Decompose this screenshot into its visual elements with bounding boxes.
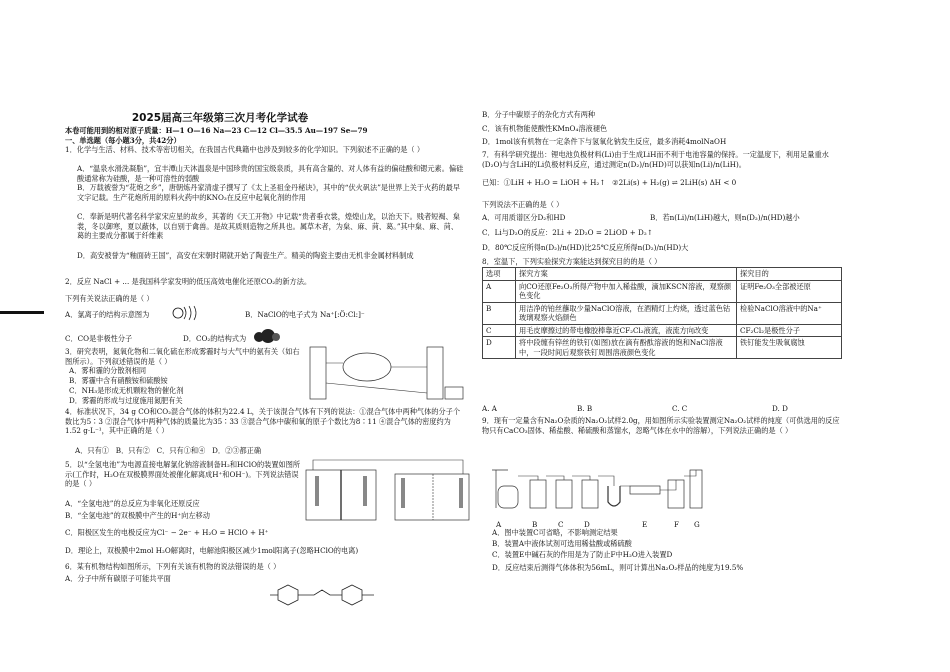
table-header: 探究方案 — [516, 268, 737, 281]
q8-option-b: B. B — [577, 404, 593, 413]
q2-option-a: A．氯离子的结构示意图为 — [65, 310, 150, 319]
table-row — [483, 324, 842, 337]
question-3: 3．研究表明，氮氧化物和二氧化硫在形成雾霾时与大气中的氨有关（如右图所示）。下列叙述错误的是（ ） — [65, 347, 300, 366]
table-cell: 证明Fe₂O₃全部被还原 — [737, 280, 842, 302]
table-cell: 向CO还原Fe₂O₃所得产物中加入稀盐酸，滴加KSCN溶液，观察颜色变化 — [516, 280, 737, 302]
q8-option-a: A. A — [482, 404, 497, 413]
question-8: 8．室温下，下列实验探究方案能达到探究目的的是（ ） — [482, 257, 662, 266]
q7-option-a: A．可用质谱区分D₂和HD — [482, 213, 566, 222]
q9-fig-label-c: C — [558, 520, 564, 529]
question-7: 7．有科学研究提出：锂电池负极材料(Li)由于生成LiH而不利于电池容量的保持。一定温度下，利用足量重水(D₂O)与含LiH的Li负极材料反应，通过测定n(D₂)/n(HD)可以获知n(Li)/n(LiH)。 — [482, 150, 829, 169]
q5-option-d: D．理论上，双极膜中2mol H₂O解离时，电解池阳极区减少1mol阳离子(忽略HClO的电离) — [65, 546, 359, 555]
q9-apparatus-diagram — [490, 456, 710, 518]
hydrogen-battery-electrolysis-diagram — [303, 456, 473, 528]
q3-option-d: D．雾霾的形成与过度施用氮肥有关 — [69, 396, 183, 405]
question-9: 9．现有一定量含有Na₂O杂质的Na₂O₂试样2.0g，用如图所示实验装置测定Na₂O₂试样的纯度（可供选用的反应物只有CaCO₃固体、稀盐酸、稀硫酸和蒸馏水，忽略气体在水中的溶解），下列说法正确的是（ ） — [482, 416, 840, 435]
q9-option-a: A．图中装置C可省略，不影响测定结果 — [492, 528, 618, 537]
q8-table — [482, 267, 842, 359]
q5-option-b: B．“全氢电池”的双极膜中产生的H⁺向左移动 — [65, 511, 210, 520]
table-header: 选项 — [483, 268, 516, 281]
q1-option-c: C．奉新是明代著名科学家宋应星的故乡，其著的《天工开物》中记载“贵者垂衣裳，煌煌山龙，以治天下。贱者短褐、枲裳，冬以御寒，夏以蔽体，以自别于禽兽。是故其质则造物之所具也。属草木者，为枲、麻、苘、葛。”其中枲、麻、苘、葛的主要成分都属于纤维素 — [77, 212, 460, 240]
q1-option-a: A．“温泉水滑洗凝脂”，宜丰潭山天沐温泉是中国珍贵的国宝级泉质，具有高含量的、对人体有益的偏硅酸和锶元素。偏硅酸通常称为硅酸，是一种可溶性的弱酸 — [77, 164, 464, 183]
q9-option-d: D．反应结束后测得气体体积为56mL，则可计算出Na₂O₂样品的纯度为19.5% — [492, 563, 744, 572]
chloride-ion-structure-diagram — [170, 305, 200, 321]
q2-stem: 下列有关说法正确的是（ ） — [65, 294, 154, 303]
table-cell: CF₂Cl₂是极性分子 — [737, 324, 842, 337]
q9-fig-label-a: A — [496, 520, 502, 529]
q6-option-d: D．1mol该有机物在一定条件下与氢氧化钠发生反应，最多消耗4molNaOH — [482, 137, 727, 146]
q9-fig-label-e: E — [642, 520, 648, 529]
q6-option-a: A．分子中所有碳原子可能共平面 — [65, 574, 171, 583]
table-cell: 将中段缠有锌丝的铁钉(如图)放在滴有酚酞溶液的饱和NaCl溶液中，一段时间后观察铁钉周围溶液颜色变化 — [516, 337, 737, 359]
q3-option-b: B．雾霾中含有硝酸铵和硫酸铵 — [69, 376, 168, 385]
q1-option-d: D．高安被誉为“釉面砖王国”，高安在宋朝时期就开始了陶瓷生产。精美的陶瓷主要由无机非金属材料制成 — [77, 251, 414, 260]
binding-margin-mark — [0, 311, 44, 314]
q6-option-c: C．该有机物能使酸性KMnO₄溶液褪色 — [482, 124, 608, 133]
table-cell: 铁钉能发生吸氧腐蚀 — [737, 337, 842, 359]
q9-fig-label-g: G — [694, 520, 700, 529]
q9-option-b: B．装置A中液体试剂可选用稀盐酸或稀硫酸 — [492, 539, 632, 548]
table-cell: B — [483, 302, 516, 324]
section-heading: 一、单选题（每小题3分，共42分） — [65, 136, 181, 145]
table-header-row — [483, 268, 842, 281]
question-2: 2．反应 NaCl + ... 是我国科学家发明的低压高效电催化还原CO₂的新方法。 — [65, 277, 312, 286]
q5-option-c: C．阳极区发生的电极反应为Cl⁻ − 2e⁻ + H₂O = HClO + H⁺ — [65, 528, 269, 537]
q1-option-b: B．万载被誉为“花炮之乡”，唐朝炼丹家清虚子撰写了《太上圣祖金丹秘诀》，其中的“伏火矾法”是世界上关于火药的最早文字记载。生产花炮所用的原料火药中的KNO₃在反应中起氧化剂的作用 — [77, 183, 460, 202]
table-cell: D — [483, 337, 516, 359]
q4-options: A．只有① B．只有② C．只有①和④ D．②③都正确 — [75, 446, 262, 455]
question-1: 1．化学与生活、材料、技术等密切相关，在我国古代典籍中也涉及到较多的化学知识。下列叙述不正确的是（ ） — [65, 145, 425, 154]
table-row — [483, 302, 842, 324]
q7-option-b: B．若n(Li)/n(LiH)越大，则n(D₂)/n(HD)越小 — [650, 213, 800, 222]
table-header: 探究目的 — [737, 268, 842, 281]
q7-stem: 下列说法不正确的是（ ） — [482, 200, 564, 209]
atomic-masses: 本卷可能用到的相对原子质量：H—1 O—16 Na—23 C—12 Cl—35.5 Au—197 Se—79 — [65, 126, 368, 135]
q2-option-b: B．NaClO的电子式为 Na⁺[:Ö:Cl:]⁻ — [245, 310, 365, 319]
table-cell: 检验NaClO溶液中的Na⁺ — [737, 302, 842, 324]
q5-option-a: A．“全氢电池”的总反应为非氧化还原反应 — [65, 499, 200, 508]
question-6: 6．某有机物结构如图所示，下列有关该有机物的说法错误的是（ ） — [65, 562, 281, 571]
q8-option-d: D. D — [772, 404, 788, 413]
q7-known: 已知：①LiH + H₂O = LiOH + H₂↑ ②2Li(s) + H₂(g) ⇌ 2LiH(s) ΔH < 0 — [482, 178, 737, 187]
q2-option-d: D．CO₂的结构式为 — [183, 334, 247, 343]
question-4: 4．标准状况下，34 g CO和CO₂混合气体的体积为22.4 L，关于该混合气体有下列的说法：①混合气体中两种气体的分子个数比为5∶3 ②混合气体中两种气体的质量比为35∶33 ③混合气体中碳和氧的原子个数比为8∶11 ④混合气体的密度约为1.52 g·L⁻¹，其中正确的是（ ） — [65, 407, 461, 435]
question-5: 5．以“全氢电池”为电源直接电解氯化钠溶液制备H₂和HClO的装置如图所示(工作时，H₂O在双极膜界面处被催化解离成H⁺和OH⁻)。下列说法错误的是（ ） — [65, 460, 301, 488]
table-row — [483, 337, 842, 359]
q3-option-c: C．NH₃是形成无机颗粒物的催化剂 — [69, 386, 184, 395]
haze-formation-diagram — [307, 343, 467, 405]
q2-option-c: C．CO是非极性分子 — [65, 334, 133, 343]
q7-option-c: C．Li与D₂O的反应：2Li + 2D₂O = 2LiOD + D₂↑ — [482, 228, 653, 237]
table-cell: 用洁净的铂丝蘸取少量NaClO溶液，在酒精灯上灼烧，透过蓝色钴玻璃观察火焰颜色 — [516, 302, 737, 324]
co2-model-diagram — [251, 328, 281, 344]
q9-fig-label-f: F — [674, 520, 679, 529]
q9-fig-label-b: B — [532, 520, 538, 529]
q9-fig-label-d: D — [584, 520, 590, 529]
q6-option-b: B．分子中碳原子的杂化方式有两种 — [482, 110, 596, 119]
q7-option-d: D．80℃反应所得n(D₂)/n(HD)比25℃反应所得n(D₂)/n(HD)大 — [482, 243, 689, 252]
table-row — [483, 280, 842, 302]
organic-structure-diagram — [270, 580, 390, 610]
table-cell: A — [483, 280, 516, 302]
q8-option-c: C. C — [672, 404, 688, 413]
table-cell: 用毛皮摩擦过的带电橡胶棒靠近CF₂Cl₂液流，液流方向改变 — [516, 324, 737, 337]
q3-option-a: A．雾和霾的分散剂相同 — [69, 366, 147, 375]
exam-title: 2025届高三年级第三次月考化学试卷 — [131, 112, 309, 124]
table-cell: C — [483, 324, 516, 337]
q9-option-c: C．装置E中碱石灰的作用是为了防止F中H₂O进入装置D — [492, 550, 673, 559]
